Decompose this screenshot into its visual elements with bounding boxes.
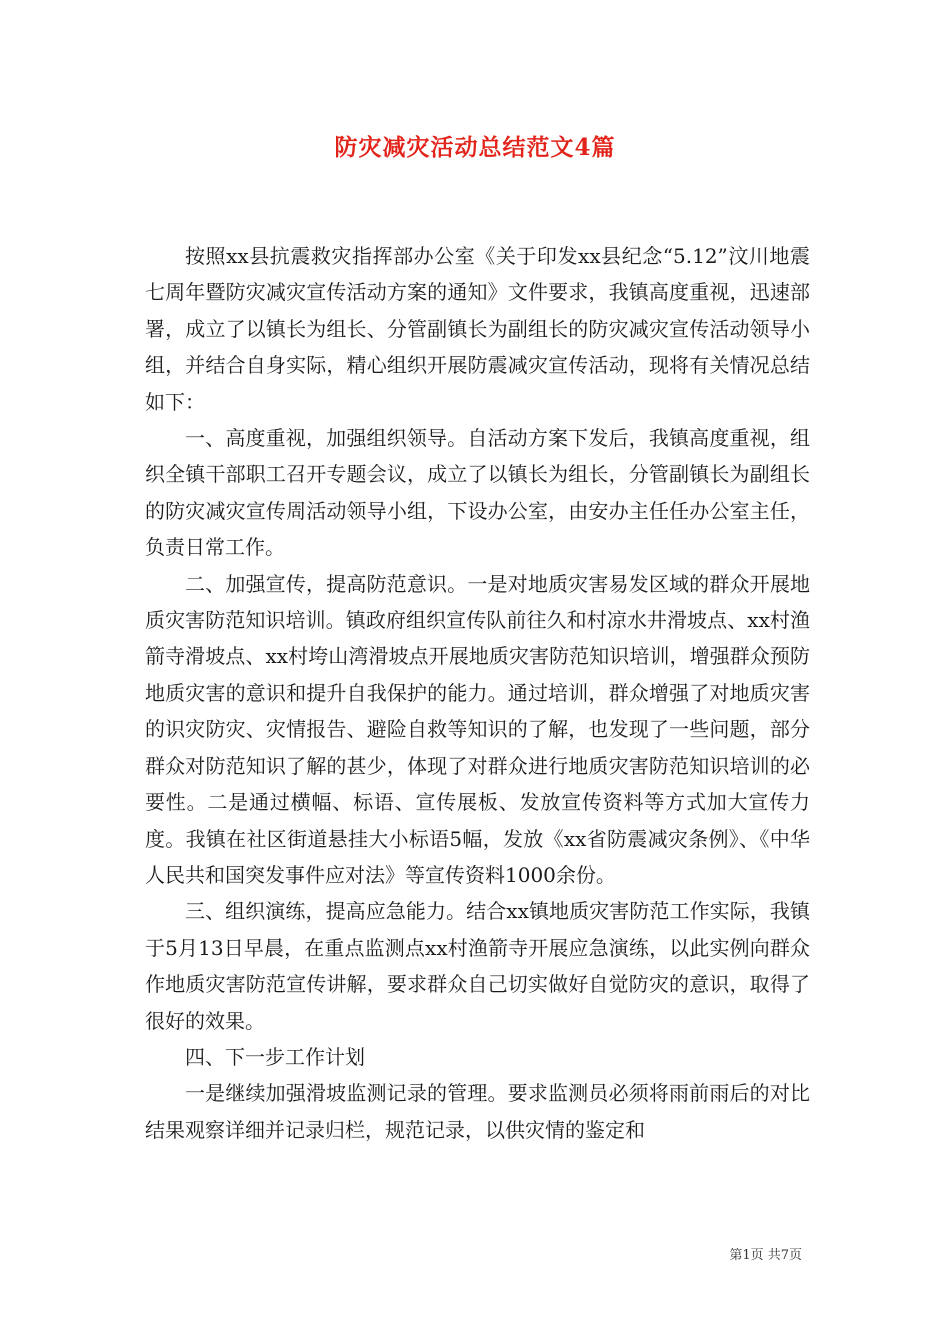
paragraph-section-2: 二、加强宣传，提高防范意识。一是对地质灾害易发区域的群众开展地质灾害防范知识培训。镇政府组织宣传队前往久和村凉水井滑坡点、xx村渔箭寺滑坡点、xx村垮山湾滑坡点开展地质灾害防范知识培训，增强群众预防地质灾害的意识和提升自我保护的能力。通过培训，群众增强了对地质灾害的识灾防灾、灾情报告、避险自救等知识的了解，也发现了一些问题，部分群众对防范知识了解的甚少，体现了对群众进行地质灾害防范知识培训的必要性。二是通过横幅、标语、宣传展板、发放宣传资料等方式加大宣传力度。我镇在社区街道悬挂大小标语5幅，发放《xx省防震减灾条例》、《中华人民共和国突发事件应对法》等宣传资料1000余份。 bbox=[145, 571, 810, 887]
paragraph-intro: 按照xx县抗震救灾指挥部办公室《关于印发xx县纪念“5.12”汶川地震七周年暨防灾减灾宣传活动方案的通知》文件要求，我镇高度重视，迅速部署，成立了以镇长为组长、分管副镇长为副组长的防灾减灾宣传活动领导小组，并结合自身实际，精心组织开展防震减灾宣传活动，现将有关情况总结如下： bbox=[145, 244, 810, 414]
paragraph-plan-item-1: 一是继续加强滑坡监测记录的管理。要求监测员必须将雨前雨后的对比结果观察详细并记录归栏，规范记录，以供灾情的鉴定和 bbox=[145, 1081, 810, 1142]
paragraph-section-1: 一、高度重视，加强组织领导。自活动方案下发后，我镇高度重视，组织全镇干部职工召开专题会议，成立了以镇长为组长，分管副镇长为副组长的防灾减灾宣传周活动领导小组，下设办公室，由安办主任任办公室主任，负责日常工作。 bbox=[145, 426, 810, 560]
page-number: 第1页 共7页 bbox=[729, 1248, 802, 1263]
document-body bbox=[145, 238, 810, 1148]
paragraph-section-4-heading: 四、下一步工作计划 bbox=[185, 1044, 365, 1069]
document-title: 防灾减灾活动总结范文4篇 bbox=[334, 134, 616, 161]
paragraph-section-3: 三、组织演练，提高应急能力。结合xx镇地质灾害防范工作实际，我镇于5月13日早晨，在重点监测点xx村渔箭寺开展应急演练，以此实例向群众作地质灾害防范宣传讲解，要求群众自己切实做好自觉防灾的意识，取得了很好的效果。 bbox=[145, 899, 810, 1033]
